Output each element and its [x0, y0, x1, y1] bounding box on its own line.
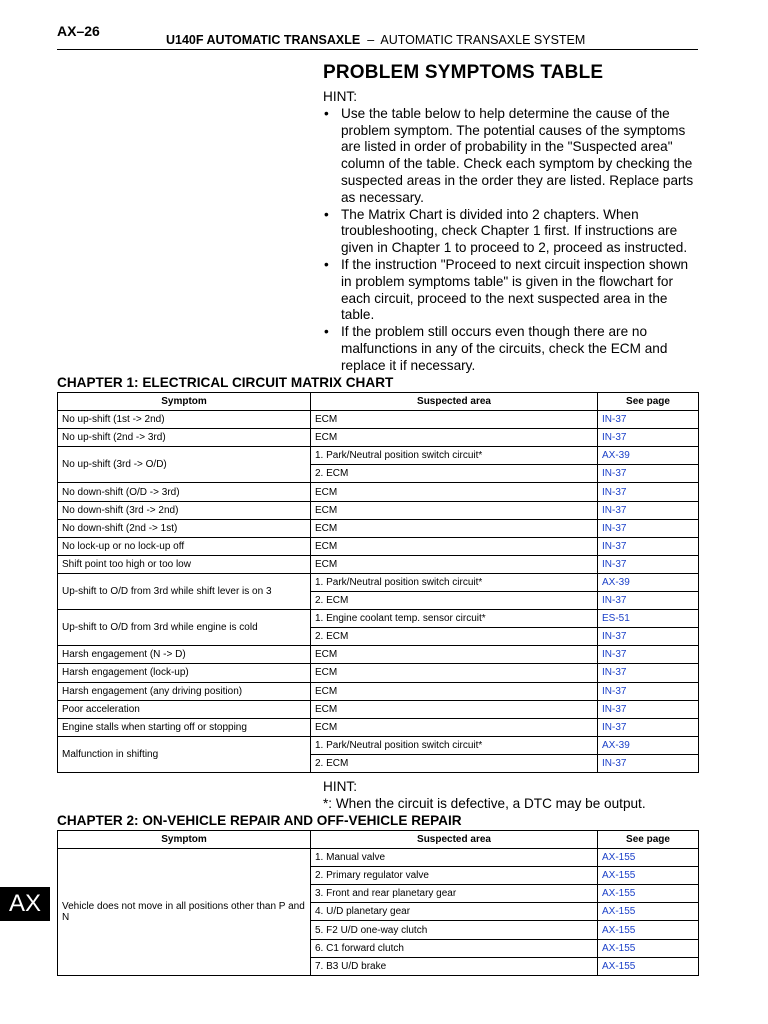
suspected-area-cell: 2. ECM: [311, 465, 598, 483]
see-page-link[interactable]: AX-155: [598, 921, 699, 939]
suspected-area-cell: 1. Manual valve: [311, 849, 598, 867]
symptom-cell: Harsh engagement (any driving position): [58, 682, 311, 700]
suspected-area-cell: 5. F2 U/D one-way clutch: [311, 921, 598, 939]
see-page-link[interactable]: IN-37: [598, 519, 699, 537]
suspected-area-cell: ECM: [311, 718, 598, 736]
table-row: [58, 411, 699, 429]
chapter2-title: CHAPTER 2: ON-VEHICLE REPAIR AND OFF-VEHICLE REPAIR: [57, 813, 462, 828]
see-page-link[interactable]: IN-37: [598, 465, 699, 483]
page-code: AX–26: [57, 23, 100, 39]
suspected-area-cell: 1. Engine coolant temp. sensor circuit*: [311, 610, 598, 628]
suspected-area-cell: ECM: [311, 429, 598, 447]
table-row: [58, 682, 699, 700]
symptom-cell: Poor acceleration: [58, 700, 311, 718]
suspected-area-cell: 2. ECM: [311, 754, 598, 772]
col-header-see-page: See page: [598, 393, 699, 411]
col-header-suspected-area: Suspected area: [311, 831, 598, 849]
hint-item: • If the instruction "Proceed to next circuit inspection shown in problem symptoms table" is given in the flowchart for each circuit, proceed to the next suspected area in the table.: [323, 257, 701, 324]
suspected-area-cell: 1. Park/Neutral position switch circuit*: [311, 573, 598, 591]
chapter1-table: [57, 392, 699, 773]
suspected-area-cell: 2. ECM: [311, 628, 598, 646]
suspected-area-cell: ECM: [311, 646, 598, 664]
table-row: [58, 501, 699, 519]
see-page-link[interactable]: IN-37: [598, 628, 699, 646]
symptom-cell: No down-shift (3rd -> 2nd): [58, 501, 311, 519]
symptom-cell: Up-shift to O/D from 3rd while shift lever is on 3: [58, 573, 311, 609]
table-row: [58, 849, 699, 867]
hint-item: • Use the table below to help determine the cause of the problem symptom. The potential causes of the symptoms are listed in order of probability in the "Suspected area" column of the table. Check each symptom by checking the suspected areas in the order they are listed. Replace parts as necessary.: [323, 106, 701, 207]
see-page-link[interactable]: AX-39: [598, 573, 699, 591]
suspected-area-cell: 2. Primary regulator valve: [311, 867, 598, 885]
symptom-cell: Shift point too high or too low: [58, 555, 311, 573]
header-rule: [57, 49, 698, 50]
chapter2-body: [58, 849, 699, 976]
see-page-link[interactable]: IN-37: [598, 682, 699, 700]
see-page-link[interactable]: IN-37: [598, 555, 699, 573]
see-page-link[interactable]: ES-51: [598, 610, 699, 628]
symptom-cell: Harsh engagement (N -> D): [58, 646, 311, 664]
suspected-area-cell: ECM: [311, 555, 598, 573]
suspected-area-cell: 6. C1 forward clutch: [311, 939, 598, 957]
section-header-sep: –: [367, 33, 375, 47]
table-row: [58, 555, 699, 573]
see-page-link[interactable]: IN-37: [598, 483, 699, 501]
see-page-link[interactable]: AX-155: [598, 885, 699, 903]
section-header-rest: AUTOMATIC TRANSAXLE SYSTEM: [380, 33, 586, 47]
symptom-cell: No lock-up or no lock-up off: [58, 537, 311, 555]
symptom-cell: No down-shift (2nd -> 1st): [58, 519, 311, 537]
symptom-cell: Harsh engagement (lock-up): [58, 664, 311, 682]
see-page-link[interactable]: IN-37: [598, 646, 699, 664]
table-row: [58, 610, 699, 628]
section-header-bold: U140F AUTOMATIC TRANSAXLE: [166, 33, 361, 47]
table-row: [58, 447, 699, 465]
suspected-area-cell: ECM: [311, 700, 598, 718]
see-page-link[interactable]: IN-37: [598, 429, 699, 447]
see-page-link[interactable]: AX-155: [598, 867, 699, 885]
table-row: [58, 700, 699, 718]
hint2-text: *: When the circuit is defective, a DTC may be output.: [323, 795, 646, 811]
page-title: PROBLEM SYMPTOMS TABLE: [323, 62, 604, 83]
col-header-symptom: Symptom: [58, 393, 311, 411]
hint-item: • If the problem still occurs even though there are no malfunctions in any of the circuits, check the ECM and replace it if necessary.: [323, 324, 701, 374]
table-row: [58, 646, 699, 664]
table-row: [58, 483, 699, 501]
col-header-see-page: See page: [598, 831, 699, 849]
table-row: [58, 429, 699, 447]
hint-label: HINT:: [323, 89, 357, 104]
see-page-link[interactable]: AX-155: [598, 849, 699, 867]
suspected-area-cell: ECM: [311, 682, 598, 700]
symptom-cell: Malfunction in shifting: [58, 736, 311, 772]
suspected-area-cell: 2. ECM: [311, 592, 598, 610]
symptom-cell: No down-shift (O/D -> 3rd): [58, 483, 311, 501]
see-page-link[interactable]: IN-37: [598, 700, 699, 718]
see-page-link[interactable]: IN-37: [598, 411, 699, 429]
table-row: [58, 736, 699, 754]
suspected-area-cell: 1. Park/Neutral position switch circuit*: [311, 736, 598, 754]
hint-block: [323, 89, 701, 375]
see-page-link[interactable]: IN-37: [598, 718, 699, 736]
table-row: [58, 573, 699, 591]
see-page-link[interactable]: AX-155: [598, 957, 699, 975]
table-row: [58, 537, 699, 555]
symptom-cell: No up-shift (3rd -> O/D): [58, 447, 311, 483]
see-page-link[interactable]: AX-39: [598, 736, 699, 754]
symptom-cell: Engine stalls when starting off or stopping: [58, 718, 311, 736]
see-page-link[interactable]: IN-37: [598, 754, 699, 772]
see-page-link[interactable]: AX-155: [598, 903, 699, 921]
suspected-area-cell: 1. Park/Neutral position switch circuit*: [311, 447, 598, 465]
see-page-link[interactable]: IN-37: [598, 592, 699, 610]
suspected-area-cell: ECM: [311, 519, 598, 537]
col-header-symptom: Symptom: [58, 831, 311, 849]
see-page-link[interactable]: IN-37: [598, 664, 699, 682]
suspected-area-cell: 4. U/D planetary gear: [311, 903, 598, 921]
section-header: [166, 33, 585, 47]
suspected-area-cell: ECM: [311, 501, 598, 519]
suspected-area-cell: ECM: [311, 411, 598, 429]
see-page-link[interactable]: AX-39: [598, 447, 699, 465]
chapter1-title: CHAPTER 1: ELECTRICAL CIRCUIT MATRIX CHART: [57, 375, 394, 390]
suspected-area-cell: 3. Front and rear planetary gear: [311, 885, 598, 903]
symptom-cell: Vehicle does not move in all positions other than P and N: [58, 849, 311, 976]
table-row: [58, 718, 699, 736]
hint-item: • The Matrix Chart is divided into 2 chapters. When troubleshooting, check Chapter 1 first. If instructions are given in Chapter 1 to proceed to 2, proceed as instructed.: [323, 207, 701, 257]
table-row: [58, 519, 699, 537]
chapter2-table: [57, 830, 699, 976]
symptom-cell: Up-shift to O/D from 3rd while engine is cold: [58, 610, 311, 646]
see-page-link[interactable]: IN-37: [598, 501, 699, 519]
see-page-link[interactable]: IN-37: [598, 537, 699, 555]
suspected-area-cell: ECM: [311, 483, 598, 501]
suspected-area-cell: 7. B3 U/D brake: [311, 957, 598, 975]
suspected-area-cell: ECM: [311, 537, 598, 555]
section-tab: AX: [0, 887, 50, 921]
symptom-cell: No up-shift (1st -> 2nd): [58, 411, 311, 429]
see-page-link[interactable]: AX-155: [598, 939, 699, 957]
table-row: [58, 664, 699, 682]
chapter1-body: [58, 411, 699, 773]
hint2-label: HINT:: [323, 779, 357, 794]
hint-list: [323, 106, 701, 375]
hint2-block: [323, 779, 646, 812]
suspected-area-cell: ECM: [311, 664, 598, 682]
symptom-cell: No up-shift (2nd -> 3rd): [58, 429, 311, 447]
col-header-suspected-area: Suspected area: [311, 393, 598, 411]
